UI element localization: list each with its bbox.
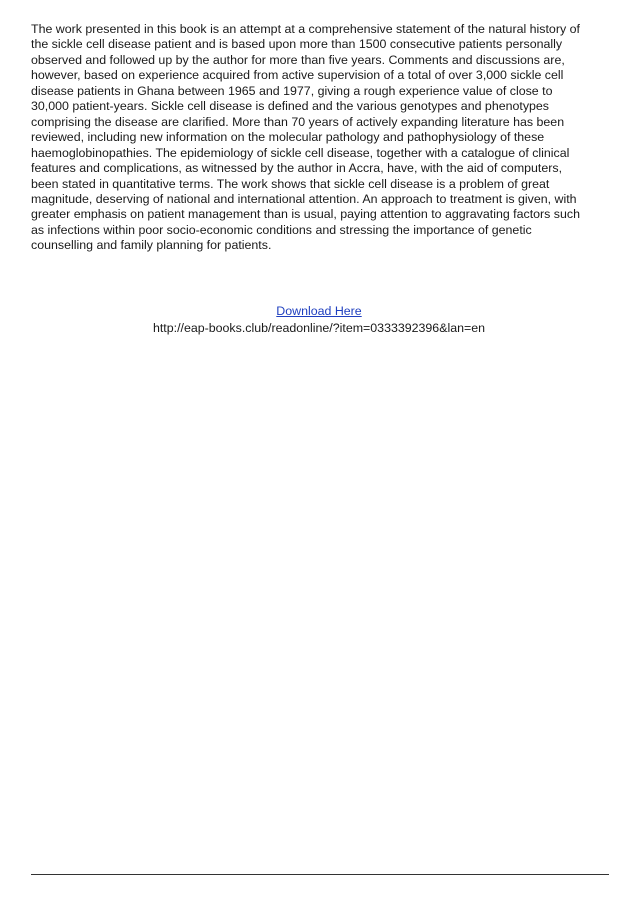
paragraph-line: haemoglobinopathies. The epidemiology of sickle cell disease, together with a catalogue of clinical (31, 145, 570, 160)
paragraph-line: features and complications, as witnessed by the author in Accra, have, with the aid of computers, (31, 161, 563, 176)
paragraph-line: The work presented in this book is an attempt at a comprehensive statement of the natural history of (31, 22, 580, 36)
paragraph-line: however, based on experience acquired from active supervision of a total of over 3,000 sickle cell (31, 68, 564, 83)
download-url-text: http://eap-books.club/readonline/?item=0333392396&lan=en (152, 321, 486, 335)
download-link-row (0, 303, 638, 319)
paragraph-line: comprising the disease are clarified. More than 70 years of actively expanding literature has been (31, 114, 565, 129)
paragraph-line: the sickle cell disease patient and is based upon more than 1500 consecutive patients personally (31, 37, 563, 52)
paragraph-line: greater emphasis on patient management than is usual, paying attention to aggravating factors such (31, 207, 580, 222)
paragraph-line: magnitude, deserving of national and international attention. An approach to treatment is given, with (31, 191, 577, 206)
description-paragraph (31, 22, 613, 254)
paragraph-line: observed and followed up by the author for more than five years. Comments and discussions are, (31, 52, 565, 67)
paragraph-line: reviewed, including new information on the molecular pathology and pathophysiology of these (31, 130, 545, 145)
footer-divider (31, 874, 609, 875)
paragraph-line: as infections within poor socio-economic conditions and stressing the importance of genetic (31, 222, 532, 237)
download-link[interactable]: Download Here (276, 304, 362, 318)
paragraph-line: disease patients in Ghana between 1965 and 1977, giving a rough experience value of close to (31, 83, 553, 98)
paragraph-line: been stated in quantitative terms. The work shows that sickle cell disease is a problem of great (31, 176, 550, 191)
paragraph-line: counselling and family planning for patients. (31, 238, 272, 253)
paragraph-line: 30,000 patient-years. Sickle cell disease is defined and the various genotypes and phenotypes (31, 99, 549, 114)
